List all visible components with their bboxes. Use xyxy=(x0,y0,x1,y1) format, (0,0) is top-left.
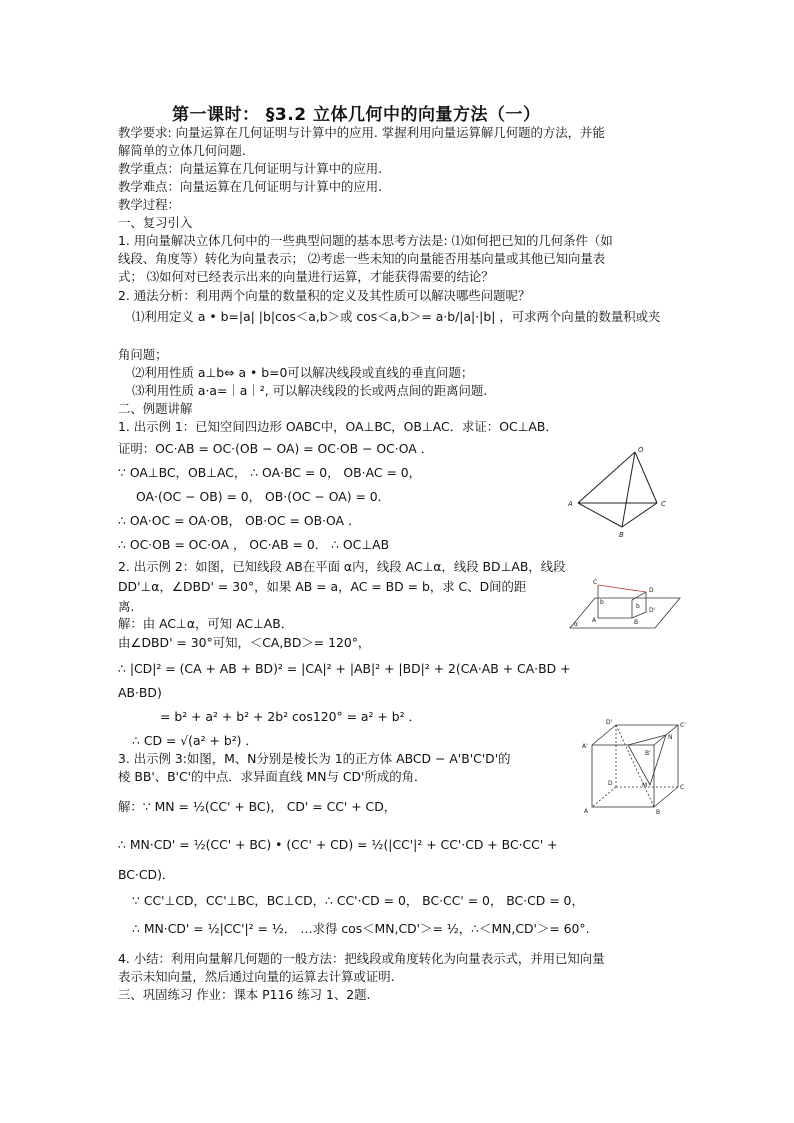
label-M: M xyxy=(642,782,648,789)
text-line: 线段、角度等）转化为向量表示； ⑵考虑一些未知的向量能否用基向量或其他已知向量表 xyxy=(118,251,606,266)
label-N: N xyxy=(668,734,673,741)
label-Aprime: A' xyxy=(582,743,588,750)
text-line: 3. 出示例 3:如图，M、N分别是棱长为 1的正方体 ABCD − A'B'C'D'的 xyxy=(118,751,511,766)
text-line: 1. 用向量解决立体几何中的一些典型问题的基本思考方法是: ⑴如何把已知的几何条件（如 xyxy=(118,233,613,248)
text-line: 解：由 AC⊥α，可知 AC⊥AB． xyxy=(118,616,294,631)
text-line: 4. 小结：利用向量解几何题的一般方法：把线段或角度转化为向量表示式，并用已知向量 xyxy=(118,951,605,966)
text-line: 由∠DBD' = 30°可知，＜CA,BD＞= 120°， xyxy=(118,635,371,650)
section-heading: 一、复习引入 xyxy=(118,215,193,230)
text-line: ⑵利用性质 a⊥b⇔ a • b=0可以解决线段或直线的垂直问题； xyxy=(132,365,474,380)
label-Cprime: C' xyxy=(680,722,686,729)
text-line: 离. xyxy=(118,599,135,614)
tetrahedron-figure xyxy=(560,440,680,540)
text-line: ⑴利用定义 a • b=|a| |b|cos＜a,b＞或 cos＜a,b＞= a·b/|a|·|b| ，可求两个向量的数量积或夹 xyxy=(132,309,661,324)
label-b: b xyxy=(636,603,640,610)
label-B: B xyxy=(656,809,661,815)
label-A: A xyxy=(584,808,589,815)
text-line: DD'⊥α，∠DBD' = 30°，如果 AB = a，AC = BD = b，求 C、D间的距 xyxy=(118,579,527,594)
text-line: 式； ⑶如何对已经表示出来的向量进行运算，才能获得需要的结论？ xyxy=(118,269,494,284)
label-B: B xyxy=(619,531,624,539)
text-line: AB·BD) xyxy=(118,685,162,700)
text-line: ∴ OC·OB = OC·OA ， OC·AB = 0． ∴ OC⊥AB xyxy=(118,537,390,552)
text-line: = b² + a² + b² + 2b² cos120° = a² + b² ． xyxy=(160,709,421,724)
text-line: 表示未知向量，然后通过向量的运算去计算或证明. xyxy=(118,969,395,984)
text-line: OA·(OC − OB) = 0， OB·(OC − OA) = 0． xyxy=(136,489,391,504)
text-line: 证明：OC·AB = OC·(OB − OA) = OC·OB − OC·OA ． xyxy=(118,441,434,456)
text-line: 解：∵ MN = ½(CC' + BC)， CD' = CC' + CD， xyxy=(118,799,397,814)
text-line: ∴ MN·CD' = ½(CC' + BC) • (CC' + CD) = ½(|CC'|² + CC'·CD + BC·CC' + xyxy=(118,837,558,852)
label-alpha: α xyxy=(574,621,578,628)
text-line: 教学难点：向量运算在几何证明与计算中的应用. xyxy=(118,179,383,194)
text-line: 棱 BB'、B'C'的中点．求异面直线 MN与 CD'所成的角． xyxy=(118,769,427,784)
text-line: 解简单的立体几何问题. xyxy=(118,143,246,158)
label-Dprime: D' xyxy=(649,607,656,614)
text-line: 教学要求: 向量运算在几何证明与计算中的应用. 掌握利用向量运算解几何题的方法，并能 xyxy=(118,125,605,140)
text-line: ∴ MN·CD' = ½|CC'|² = ½． …求得 cos＜MN,CD'＞= ½，∴＜MN,CD'＞= 60°. xyxy=(132,921,590,936)
label-Dprime: D' xyxy=(606,719,613,726)
text-line: ∵ OA⊥BC，OB⊥AC， ∴ OA·BC = 0， OB·AC = 0， xyxy=(118,465,422,480)
text-line: 角问题； xyxy=(118,347,168,362)
label-D: D xyxy=(649,587,654,594)
label-Bprime: B' xyxy=(645,750,651,757)
section-heading: 三、巩固练习 作业：课本 P116 练习 1、2题. xyxy=(118,987,371,1002)
page-title: 第一课时： §3.2 立体几何中的向量方法（一） xyxy=(172,105,541,125)
text-line: 1. 出示例 1：已知空间四边形 OABC中，OA⊥BC，OB⊥AC．求证：OC⊥AB． xyxy=(118,419,558,434)
section-heading: 二、例题讲解 xyxy=(118,401,193,416)
text-line: ∵ CC'⊥CD，CC'⊥BC，BC⊥CD，∴ CC'·CD = 0， BC·CC' = 0， BC·CD = 0， xyxy=(132,893,584,908)
text-line: 2. 出示例 2：如图，已知线段 AB在平面 α内，线段 AC⊥α，线段 BD⊥AB，线段 xyxy=(118,559,566,574)
text-line: BC·CD)． xyxy=(118,867,175,882)
label-D: D xyxy=(608,780,613,787)
label-O: O xyxy=(638,446,644,454)
text-line: 2. 通法分析：利用两个向量的数量积的定义及其性质可以解决哪些问题呢？ xyxy=(118,288,531,303)
text-line: ∴ CD = √(a² + b²) ． xyxy=(132,733,258,748)
label-B: B xyxy=(634,619,639,626)
label-C: C xyxy=(680,784,685,791)
plane-figure xyxy=(560,572,685,632)
text-line: ∴ |CD|² = (CA + AB + BD)² = |CA|² + |AB|² + |BD|² + 2(CA·AB + CA·BD + xyxy=(118,661,571,676)
text-line: ⑶利用性质 a·a=｜a｜², 可以解决线段的长或两点间的距离问题. xyxy=(132,383,488,398)
label-C: C xyxy=(593,579,598,586)
text-line: 教学重点：向量运算在几何证明与计算中的应用. xyxy=(118,161,383,176)
text-line: 教学过程： xyxy=(118,197,180,212)
label-C: C xyxy=(661,500,666,508)
text-line: ∴ OA·OC = OA·OB， OB·OC = OB·OA ． xyxy=(118,513,361,528)
label-A: A xyxy=(592,617,597,624)
label-A: A xyxy=(568,500,573,508)
label-b: b xyxy=(600,599,604,606)
cube-figure xyxy=(578,715,688,815)
